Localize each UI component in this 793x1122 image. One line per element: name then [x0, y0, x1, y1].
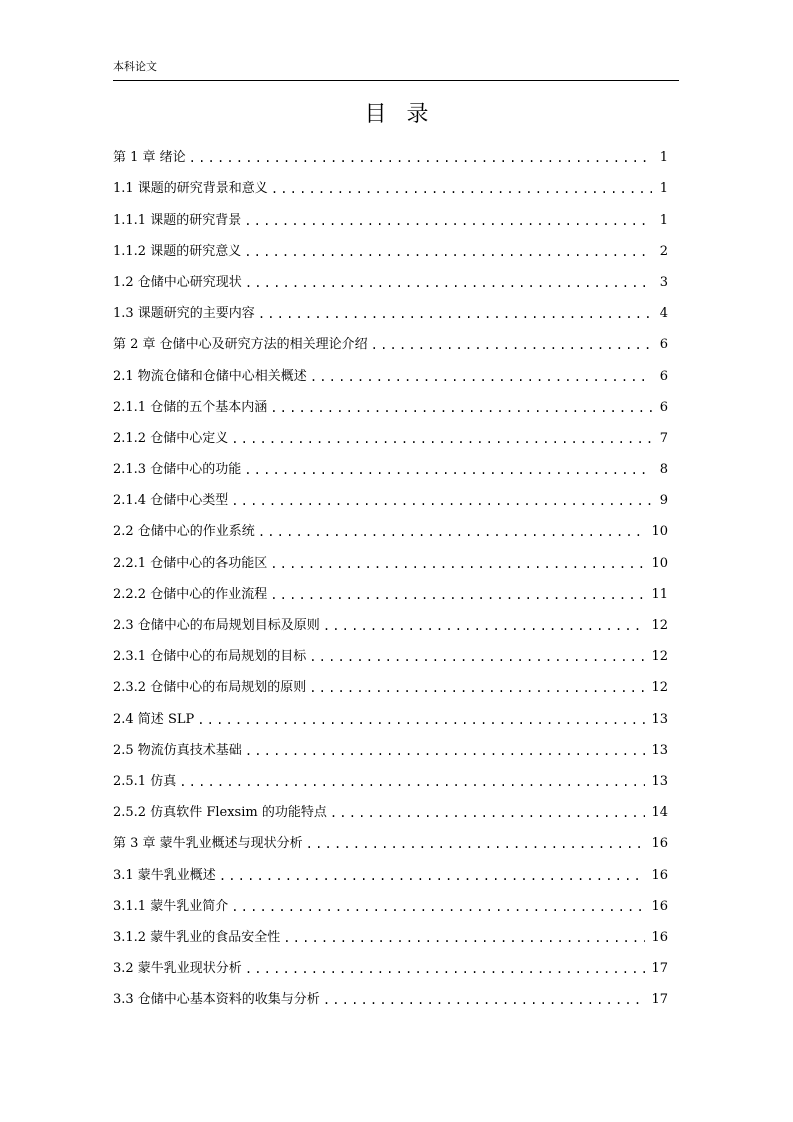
- toc-entry-label: 1.1 课题的研究背景和意义: [113, 181, 268, 197]
- toc-leader-dots: [245, 956, 646, 982]
- toc-entry-label: 1.3 课题研究的主要内容: [113, 306, 255, 322]
- toc-entry-label: 2.2.1 仓储中心的各功能区: [113, 555, 268, 571]
- toc-entry-page-number: 17: [651, 992, 668, 1008]
- toc-entry-page-number: 12: [651, 618, 668, 633]
- toc-entry-label: 2.1.1 仓储的五个基本内涵: [113, 399, 268, 415]
- toc-entry-page-number: 4: [659, 306, 668, 322]
- toc-entry-label: 2.4 简述 SLP: [113, 711, 195, 727]
- table-of-contents: [113, 140, 668, 1013]
- toc-entry-page-number: 10: [651, 555, 668, 571]
- toc-leader-dots: [309, 675, 645, 701]
- toc-entry[interactable]: [113, 140, 668, 171]
- toc-entry[interactable]: [113, 327, 668, 358]
- toc-entry-page-number: 16: [651, 836, 668, 852]
- toc-entry[interactable]: [113, 951, 668, 982]
- toc-entry[interactable]: [113, 764, 668, 795]
- toc-entry-label: 3.1.2 蒙牛乳业的食品安全性: [113, 929, 281, 945]
- toc-leader-dots: [306, 831, 646, 857]
- toc-entry-label: 2.1.2 仓储中心定义: [113, 430, 229, 446]
- toc-entry[interactable]: [113, 483, 668, 514]
- toc-entry-page-number: 6: [659, 368, 668, 384]
- toc-entry[interactable]: [113, 421, 668, 452]
- toc-leader-dots: [231, 894, 645, 920]
- toc-entry-label: 2.3.1 仓储中心的布局规划的目标: [113, 649, 307, 665]
- toc-entry-page-number: 16: [651, 867, 668, 883]
- toc-entry-label: 2.3.2 仓储中心的布局规划的原则: [113, 680, 307, 696]
- toc-leader-dots: [270, 551, 645, 577]
- toc-entry-page-number: 8: [659, 462, 668, 478]
- toc-title: 目录: [364, 102, 449, 127]
- toc-leader-dots: [310, 364, 652, 390]
- toc-entry-label: 第 3 章 蒙牛乳业概述与现状分析: [113, 836, 303, 852]
- toc-entry[interactable]: [113, 296, 668, 327]
- toc-entry[interactable]: [113, 826, 668, 857]
- toc-leader-dots: [258, 301, 652, 327]
- toc-entry-label: 2.5.1 仿真: [113, 773, 177, 789]
- toc-entry-label: 2.3 仓储中心的布局规划目标及原则: [113, 618, 320, 633]
- toc-entry[interactable]: [113, 514, 668, 545]
- toc-entry[interactable]: [113, 358, 668, 389]
- toc-leader-dots: [323, 613, 646, 639]
- toc-entry[interactable]: [113, 608, 668, 639]
- toc-entry-page-number: 9: [659, 493, 668, 509]
- toc-entry-page-number: 16: [651, 929, 668, 945]
- toc-entry[interactable]: [113, 857, 668, 888]
- toc-entry-label: 3.2 蒙牛乳业现状分析: [113, 961, 242, 977]
- toc-leader-dots: [179, 769, 645, 795]
- toc-entry[interactable]: [113, 545, 668, 576]
- toc-leader-dots: [371, 332, 652, 358]
- toc-entry[interactable]: [113, 202, 668, 233]
- toc-entry-page-number: 13: [651, 773, 668, 789]
- toc-entry-label: 第 1 章 绪论: [113, 150, 186, 166]
- toc-entry[interactable]: [113, 670, 668, 701]
- toc-leader-dots: [219, 863, 646, 889]
- toc-entry-page-number: 1: [659, 212, 668, 228]
- toc-leader-dots: [283, 925, 645, 951]
- toc-entry-page-number: 12: [651, 680, 668, 696]
- toc-entry-page-number: 12: [651, 649, 668, 665]
- toc-entry-label: 1.2 仓储中心研究现状: [113, 274, 242, 290]
- toc-entry-label: 2.5 物流仿真技术基础: [113, 742, 242, 758]
- toc-entry-page-number: 3: [659, 274, 668, 290]
- toc-entry[interactable]: [113, 639, 668, 670]
- toc-leader-dots: [323, 987, 646, 1013]
- toc-entry[interactable]: [113, 234, 668, 265]
- toc-entry-page-number: 1: [659, 181, 668, 197]
- toc-entry-page-number: 14: [651, 805, 668, 821]
- toc-entry-label: 2.2 仓储中心的作业系统: [113, 524, 255, 540]
- toc-leader-dots: [270, 395, 652, 421]
- toc-entry-label: 3.3 仓储中心基本资料的收集与分析: [113, 992, 320, 1008]
- toc-leader-dots: [258, 519, 646, 545]
- toc-entry[interactable]: [113, 733, 668, 764]
- toc-leader-dots: [271, 176, 652, 202]
- toc-entry-label: 第 2 章 仓储中心及研究方法的相关理论介绍: [113, 337, 368, 353]
- toc-entry-label: 2.2.2 仓储中心的作业流程: [113, 586, 268, 602]
- toc-entry-page-number: 1: [659, 150, 668, 166]
- toc-entry-page-number: 6: [659, 399, 668, 415]
- toc-entry-label: 1.1.2 课题的研究意义: [113, 243, 242, 259]
- toc-entry-page-number: 2: [659, 243, 668, 259]
- toc-leader-dots: [245, 270, 652, 296]
- toc-entry[interactable]: [113, 701, 668, 732]
- toc-entry[interactable]: [113, 889, 668, 920]
- toc-leader-dots: [244, 208, 652, 234]
- header-divider: [113, 80, 679, 81]
- toc-entry-label: 2.1 物流仓储和仓储中心相关概述: [113, 368, 307, 384]
- toc-leader-dots: [189, 145, 652, 171]
- toc-leader-dots: [330, 800, 646, 826]
- toc-entry[interactable]: [113, 920, 668, 951]
- toc-entry-label: 3.1.1 蒙牛乳业简介: [113, 898, 229, 914]
- toc-entry[interactable]: [113, 265, 668, 296]
- toc-entry-page-number: 10: [651, 524, 668, 540]
- toc-leader-dots: [231, 426, 652, 452]
- toc-entry-label: 3.1 蒙牛乳业概述: [113, 867, 216, 883]
- toc-entry-page-number: 16: [651, 898, 668, 914]
- toc-entry-label: 2.1.4 仓储中心类型: [113, 493, 229, 509]
- toc-entry[interactable]: [113, 577, 668, 608]
- toc-entry-label: 1.1.1 课题的研究背景: [113, 212, 242, 228]
- toc-entry[interactable]: [113, 390, 668, 421]
- toc-entry-page-number: 7: [659, 430, 668, 446]
- toc-entry[interactable]: [113, 795, 668, 826]
- toc-leader-dots: [244, 239, 652, 265]
- toc-entry-page-number: 13: [651, 711, 668, 727]
- toc-leader-dots: [231, 488, 652, 514]
- document-header: 本科论文: [113, 60, 157, 73]
- toc-leader-dots: [270, 582, 645, 608]
- toc-entry[interactable]: [113, 452, 668, 483]
- toc-entry-page-number: 11: [651, 586, 668, 602]
- toc-leader-dots: [245, 738, 646, 764]
- toc-entry[interactable]: [113, 982, 668, 1013]
- toc-leader-dots: [309, 644, 645, 670]
- toc-entry-page-number: 13: [651, 742, 668, 758]
- toc-entry[interactable]: [113, 171, 668, 202]
- toc-leader-dots: [244, 457, 652, 483]
- toc-entry-page-number: 6: [659, 337, 668, 353]
- toc-entry-label: 2.5.2 仿真软件 Flexsim 的功能特点: [113, 805, 327, 821]
- toc-entry-page-number: 17: [651, 961, 668, 977]
- toc-entry-label: 2.1.3 仓储中心的功能: [113, 462, 242, 478]
- toc-leader-dots: [197, 707, 645, 733]
